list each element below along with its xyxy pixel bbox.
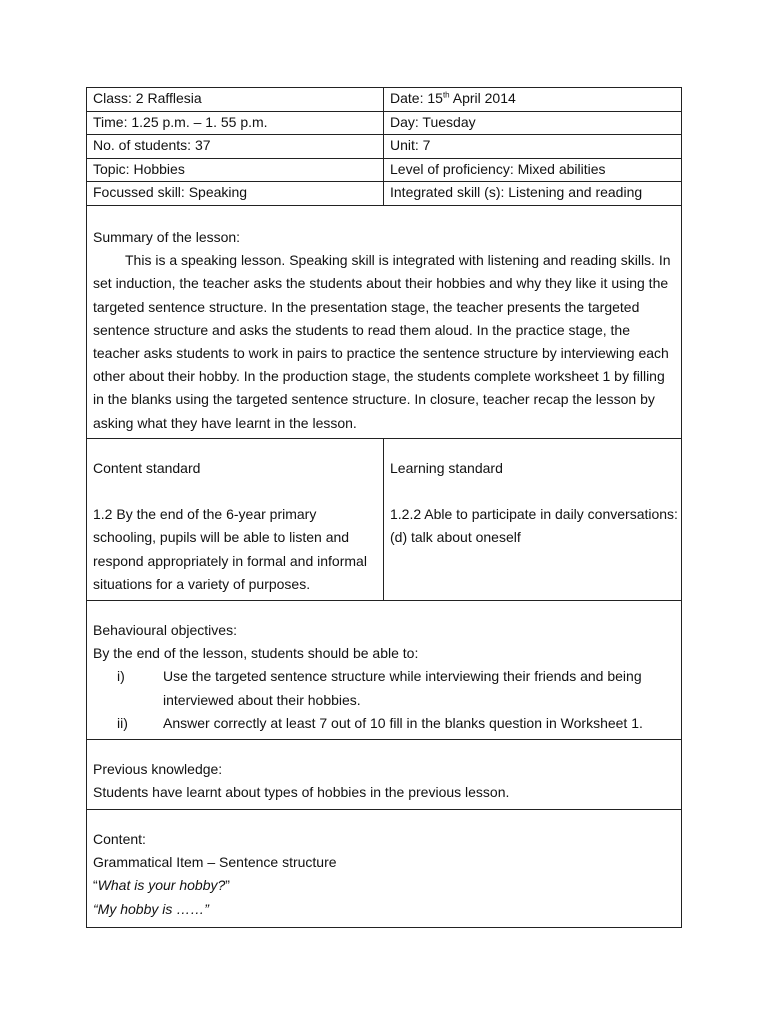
info-row-time-day xyxy=(87,112,681,136)
content-heading: Content: xyxy=(93,830,146,847)
sentence-question: “What is your hobby?” xyxy=(93,877,230,894)
sentence-answer: “My hobby is ……” xyxy=(93,900,209,917)
date-suffix: April 2014 xyxy=(449,90,516,106)
objective-item xyxy=(93,665,675,711)
lesson-plan-table xyxy=(86,87,682,928)
info-row-class-date xyxy=(87,88,681,112)
learning-standard-line1: 1.2.2 Able to participate in daily conversations: xyxy=(390,506,678,523)
proficiency-cell: Level of proficiency: Mixed abilities xyxy=(390,160,606,177)
date-cell xyxy=(384,88,681,111)
standards-section xyxy=(87,439,681,601)
day-cell: Day: Tuesday xyxy=(390,113,476,130)
summary-body: This is a speaking lesson. Speaking skill is integrated with listening and reading skills. In set induction, the teacher asks the students about their hobbies and why they like it using the targeted sentence structure. In the presentation stage, the teacher presents the targeted sentence structure and asks the students to read them aloud. In the practice stage, the teacher asks students to work in pairs to practice the sentence structure by interviewing each other about their hobby. In the production stage, the students complete worksheet 1 by filling in the blanks using the targeted sentence structure. In closure, teacher recap the lesson by asking what they have learnt in the lesson. xyxy=(93,252,671,431)
objective-text: Use the targeted sentence structure while interviewing their friends and being interviewed about their hobbies. xyxy=(163,668,642,708)
class-cell: Class: 2 Rafflesia xyxy=(87,88,384,111)
grammatical-item: Grammatical Item – Sentence structure xyxy=(93,854,337,871)
summary-section xyxy=(87,206,681,439)
content-standard-text: 1.2 By the end of the 6-year primary schooling, pupils will be able to listen and respond appropriately in formal and informal situations for a variety of purposes. xyxy=(93,506,367,592)
objective-text: Answer correctly at least 7 out of 10 fill in the blanks question in Worksheet 1. xyxy=(163,714,643,731)
objective-item xyxy=(93,712,675,735)
previous-knowledge-heading: Previous knowledge: xyxy=(93,760,223,777)
learning-standard-line2: (d) talk about oneself xyxy=(390,529,521,546)
question-text: What is your hobby? xyxy=(97,877,226,894)
answer-text: My hobby is …… xyxy=(97,900,205,917)
focussed-skill-cell: Focussed skill: Speaking xyxy=(87,182,384,205)
summary-heading: Summary of the lesson: xyxy=(93,228,241,245)
content-standard-cell xyxy=(87,439,384,600)
info-row-skills xyxy=(87,182,681,206)
integrated-skill-cell: Integrated skill (s): Listening and reading xyxy=(390,184,643,201)
previous-knowledge-section xyxy=(87,740,681,810)
content-section xyxy=(87,810,681,927)
learning-standard-heading: Learning standard xyxy=(390,459,503,476)
objectives-intro: By the end of the lesson, students should be able to: xyxy=(93,645,419,662)
objectives-section xyxy=(87,601,681,740)
info-row-topic-proficiency xyxy=(87,159,681,183)
content-standard-heading: Content standard xyxy=(93,459,201,476)
unit-cell: Unit: 7 xyxy=(390,137,431,154)
time-cell: Time: 1.25 p.m. – 1. 55 p.m. xyxy=(87,112,384,135)
objective-number: i) xyxy=(117,668,125,685)
previous-knowledge-text: Students have learnt about types of hobbies in the previous lesson. xyxy=(93,784,510,801)
info-row-students-unit xyxy=(87,135,681,159)
learning-standard-cell xyxy=(384,439,681,600)
topic-cell: Topic: Hobbies xyxy=(87,159,384,182)
objectives-heading: Behavioural objectives: xyxy=(93,621,237,638)
objective-number: ii) xyxy=(117,714,128,731)
students-cell: No. of students: 37 xyxy=(87,135,384,158)
date-superscript: th xyxy=(442,90,450,100)
date-prefix: Date: 15 xyxy=(390,90,443,106)
